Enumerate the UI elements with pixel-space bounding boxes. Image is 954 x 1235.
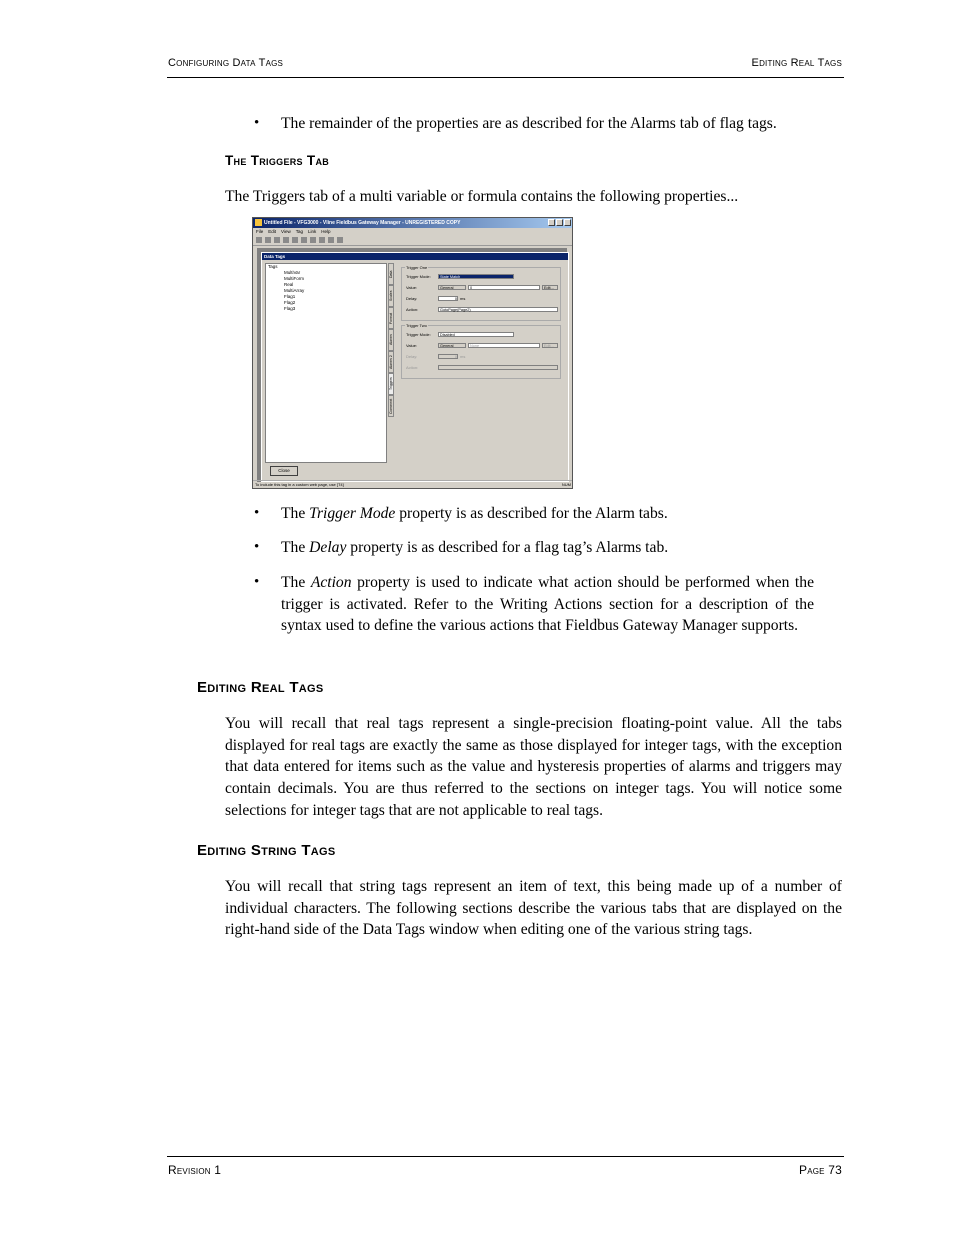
trigger-mode-label: Trigger Mode: (406, 274, 431, 279)
edit-button: Edit... (542, 343, 558, 348)
tab-alarms: Alarms (388, 329, 394, 351)
bullet-marker: • (254, 505, 260, 521)
menu-link: Link (307, 229, 317, 234)
bullet-delay: The Delay property is as described for a flag tag’s Alarms tab. (281, 539, 669, 556)
action-field (438, 365, 558, 370)
close-button: Close (270, 466, 298, 476)
paste-icon (301, 237, 307, 243)
tree-root: Tags (268, 264, 278, 269)
menu-bar (253, 228, 573, 235)
tab-comment: Comment (388, 395, 394, 417)
status-bar (253, 480, 573, 488)
intro-bullet-text: The remainder of the properties are as described for the Alarms tab of flag tags. (281, 115, 777, 132)
string-tags-heading: Editing String Tags (197, 842, 336, 859)
general-button: General (438, 343, 466, 348)
app-screenshot (252, 217, 573, 489)
menu-tag: Tag (295, 229, 303, 234)
bullet-marker: • (254, 574, 260, 590)
value-label: Value: (406, 343, 418, 348)
tab-triggers: Triggers (388, 373, 394, 395)
action-label: Action: (406, 307, 419, 312)
trigger-mode-label: Trigger Mode: (406, 332, 431, 337)
mdi-area (257, 248, 567, 482)
bullet-action: The Action property is used to indicate what action should be performed when the trigger is activated. Refer to the Writing Actions section for a description of the syntax used to define the various actions that Fieldbus Gateway Manager supports. (281, 574, 814, 635)
menu-file: File (256, 229, 264, 234)
delay-field: 0 (438, 354, 458, 359)
down-arrow-icon (337, 237, 343, 243)
maximize-icon (556, 219, 563, 226)
tree-item: Flag3 (284, 306, 296, 311)
value-field: None (468, 343, 540, 348)
status-num: NUM (561, 482, 571, 487)
running-header-left: Configuring Data Tags (168, 57, 284, 69)
cut-icon (283, 237, 289, 243)
app-icon (255, 219, 262, 226)
footer-right: Page 73 (799, 1163, 842, 1177)
trigger-mode-select: Disabled (438, 332, 514, 337)
data-tags-window (261, 252, 569, 482)
copy-icon (292, 237, 298, 243)
triggers-tab-heading: The Triggers Tab (225, 153, 330, 168)
data-tags-title: Data Tags (262, 253, 568, 260)
trigger-properties (399, 263, 563, 463)
trigger-one-group (401, 267, 561, 321)
triggers-tab-intro: The Triggers tab of a multi variable or formula contains the following properties... (225, 188, 739, 205)
header-rule (167, 77, 844, 78)
new-icon (256, 237, 262, 243)
tree-item: Flag2 (284, 300, 296, 305)
delay-unit: ms (460, 354, 466, 359)
tag-tree (265, 263, 387, 463)
view-icon (319, 237, 325, 243)
real-tags-body: You will recall that real tags represent a single-precision floating-point value. All the tabs displayed for real tags are exactly the same as those displayed for integer tags, with the exception that data entered for items such as the value and hysteresis properties of alarms and triggers may contain decimals. You are thus referred to the sections on integer tags. You will notice some selections for integer tags that are not applicable to real tags. (225, 715, 842, 819)
edit-button: Edit... (542, 285, 558, 290)
tab-scales: Scales (388, 285, 394, 307)
tree-item-selected: Real (284, 282, 294, 287)
tree-item: MultiArray (284, 288, 305, 293)
trigger-two-label: Trigger Two (406, 323, 427, 328)
action-label: Action: (406, 365, 419, 370)
window-controls (548, 219, 571, 226)
bullet-trigger-mode: The Trigger Mode property is as described for the Alarm tabs. (281, 505, 668, 522)
tab-alarms-2: Alarms 2 (388, 351, 394, 373)
window-title-bar (253, 218, 572, 228)
footer-rule (167, 1156, 844, 1157)
bullet-marker: • (254, 539, 260, 555)
tree-item: MultiVar (284, 270, 301, 275)
status-text: To include this tag in a custom web page, use [T4] (255, 482, 344, 487)
action-field: GotoPage(Page2) (438, 307, 558, 312)
bullet-marker: • (254, 115, 260, 131)
value-label: Value: (406, 285, 418, 290)
vertical-tabs (388, 263, 397, 461)
delay-label: Delay: (406, 354, 418, 359)
save-icon (274, 237, 280, 243)
trigger-one-label: Trigger One (406, 265, 428, 270)
window-title: Untitled File - VFG3000 - Vline Fieldbus Gateway Manager - UNREGISTERED COPY (264, 220, 461, 226)
toolbar (253, 235, 573, 246)
menu-edit: Edit (268, 229, 277, 234)
trigger-mode-select: State Match (438, 274, 514, 279)
tree-item: Flag1 (284, 294, 296, 299)
delete-icon (310, 237, 316, 243)
string-tags-body: You will recall that string tags represent an item of text, this being made up of a number of individual characters. The following sections describe the various tabs that are displayed on the right-hand side of the Data Tags window when editing one of the various string tags. (225, 878, 842, 939)
menu-view: View (281, 229, 291, 234)
delay-field: 0 (438, 296, 458, 301)
menu-help: Help (321, 229, 331, 234)
delay-label: Delay: (406, 296, 418, 301)
tree-item: MultiForm (284, 276, 304, 281)
minimize-icon (548, 219, 555, 226)
general-button: General (438, 285, 466, 290)
running-header-right: Editing Real Tags (751, 57, 842, 69)
footer-left: Revision 1 (168, 1163, 222, 1177)
tab-format: Format (388, 307, 394, 329)
tab-data: Data (388, 263, 394, 285)
close-icon (564, 219, 571, 226)
value-field: 0 (468, 285, 540, 290)
delay-unit: ms (460, 296, 466, 301)
up-arrow-icon (328, 237, 334, 243)
trigger-two-group (401, 325, 561, 379)
real-tags-heading: Editing Real Tags (197, 679, 324, 696)
open-icon (265, 237, 271, 243)
